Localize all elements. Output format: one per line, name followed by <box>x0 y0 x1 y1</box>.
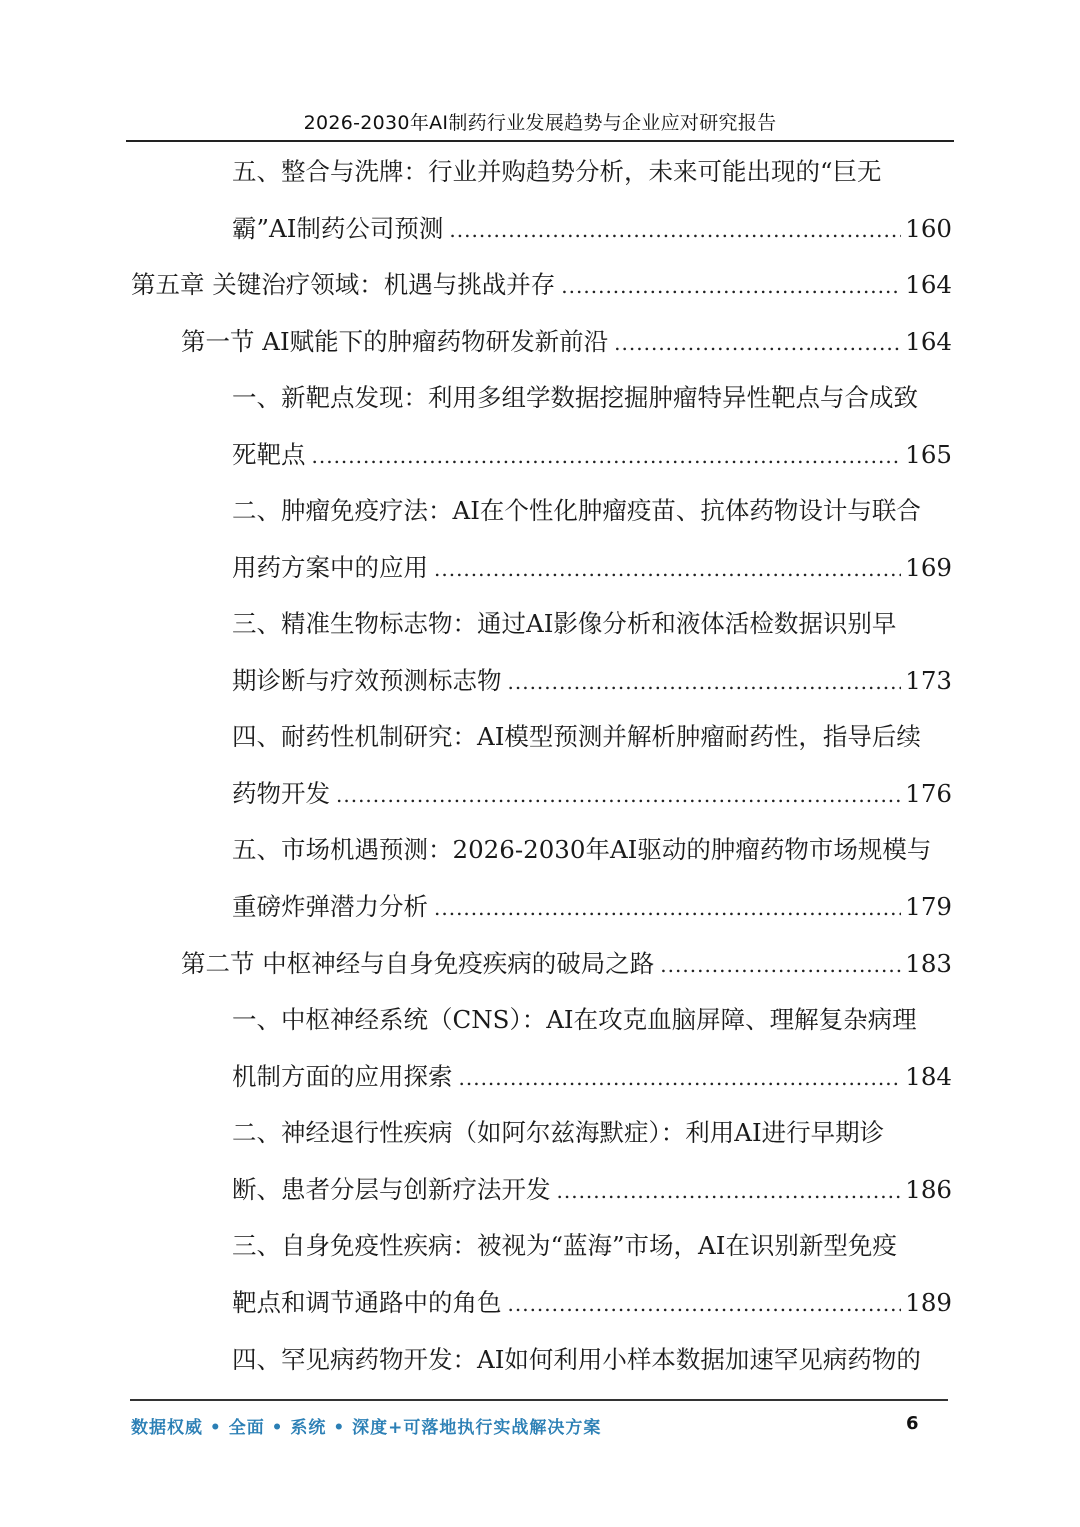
toc-entry-text: 三、自身免疫性疾病：被视为“蓝海”市场，AI在识别新型免疫 <box>232 1231 897 1260</box>
toc-entry <box>232 717 921 757</box>
dot-leader <box>660 945 901 984</box>
toc-section-entry[interactable] <box>181 944 952 984</box>
toc-page-number: 184 <box>905 1062 952 1091</box>
toc-section-entry[interactable] <box>181 322 952 362</box>
dot-leader <box>312 436 902 475</box>
toc-chapter-entry[interactable] <box>131 265 952 305</box>
toc-page-number: 164 <box>905 270 952 299</box>
dot-leader <box>557 1171 902 1210</box>
dot-leader <box>449 210 901 249</box>
toc-entry[interactable] <box>232 435 952 475</box>
toc-entry-text: 一、新靶点发现：利用多组学数据挖掘肿瘤特异性靶点与合成致 <box>232 383 918 412</box>
toc-entry[interactable] <box>232 209 952 249</box>
toc-page-number: 176 <box>905 779 952 808</box>
toc-entry <box>232 604 896 644</box>
toc-page-number: 165 <box>905 440 952 469</box>
toc-entry-text: 五、整合与洗牌：行业并购趋势分析，未来可能出现的“巨无 <box>232 157 882 186</box>
toc-entry-text: 期诊断与疗效预测标志物 <box>232 666 502 695</box>
toc-page-number: 183 <box>905 949 952 978</box>
toc-page-number: 179 <box>905 892 952 921</box>
toc-entry-text: 二、肿瘤免疫疗法：AI在个性化肿瘤疫苗、抗体药物设计与联合 <box>232 496 921 525</box>
dot-leader <box>614 323 901 362</box>
dot-leader <box>434 888 901 927</box>
toc-page-number: 169 <box>905 553 952 582</box>
header-rule <box>126 140 954 142</box>
dot-leader <box>336 775 901 814</box>
toc-entry-text: 第五章 关键治疗领域：机遇与挑战并存 <box>131 270 556 299</box>
toc-entry-text: 死靶点 <box>232 440 306 469</box>
toc-entry-text: 四、耐药性机制研究：AI模型预测并解析肿瘤耐药性，指导后续 <box>232 722 921 751</box>
dot-leader <box>508 662 902 701</box>
dot-leader <box>434 549 901 588</box>
toc-entry-text: 靶点和调节通路中的角色 <box>232 1288 502 1317</box>
toc-entry[interactable] <box>232 661 952 701</box>
toc-entry-text: 五、市场机遇预测：2026-2030年AI驱动的肿瘤药物市场规模与 <box>232 835 932 864</box>
toc-entry-text: 用药方案中的应用 <box>232 553 428 582</box>
toc-entry-text: 机制方面的应用探索 <box>232 1062 453 1091</box>
toc-entry <box>232 1113 884 1153</box>
toc-entry-text: 药物开发 <box>232 779 330 808</box>
toc-entry[interactable] <box>232 887 952 927</box>
page-header-title: 2026-2030年AI制药行业发展趋势与企业应对研究报告 <box>303 112 777 134</box>
dot-leader <box>561 266 901 305</box>
footer-page-number: 6 <box>906 1413 919 1434</box>
toc-page-number: 160 <box>905 214 952 243</box>
footer-rule <box>130 1399 948 1401</box>
footer-slogan: 数据权威 • 全面 • 系统 • 深度+可落地执行实战解决方案 <box>131 1418 602 1438</box>
toc-page-number: 189 <box>905 1288 952 1317</box>
toc-page-number: 164 <box>905 327 952 356</box>
toc-entry-text: 二、神经退行性疾病（如阿尔兹海默症）：利用AI进行早期诊 <box>232 1118 885 1147</box>
dot-leader <box>459 1058 902 1097</box>
toc-page-number: 173 <box>905 666 952 695</box>
toc-entry <box>232 152 882 192</box>
dot-leader <box>508 1284 902 1323</box>
toc-entry[interactable] <box>232 1057 952 1097</box>
toc-entry-text: 重磅炸弹潜力分析 <box>232 892 428 921</box>
toc-entry[interactable] <box>232 548 952 588</box>
toc-entry <box>232 1226 897 1266</box>
toc-entry-text: 一、中枢神经系统（CNS）：AI在攻克血脑屏障、理解复杂病理 <box>232 1005 917 1034</box>
toc-entry-text: 第二节 中枢神经与自身免疫疾病的破局之路 <box>181 949 655 978</box>
toc-entry[interactable] <box>232 774 952 814</box>
toc-entry-text: 三、精准生物标志物：通过AI影像分析和液体活检数据识别早 <box>232 609 897 638</box>
toc-page-number: 186 <box>905 1175 952 1204</box>
toc-entry-text: 四、罕见病药物开发：AI如何利用小样本数据加速罕见病药物的 <box>232 1345 921 1374</box>
toc-entry <box>232 830 931 870</box>
toc-entry-text: 霸”AI制药公司预测 <box>232 214 444 243</box>
toc-entry <box>232 1340 921 1380</box>
toc-entry[interactable] <box>232 1283 952 1323</box>
toc-entry <box>232 491 921 531</box>
toc-entry-text: 第一节 AI赋能下的肿瘤药物研发新前沿 <box>181 327 609 356</box>
toc-entry-text: 断、患者分层与创新疗法开发 <box>232 1175 551 1204</box>
toc-entry <box>232 378 918 418</box>
toc-entry[interactable] <box>232 1170 952 1210</box>
toc-entry <box>232 1000 917 1040</box>
